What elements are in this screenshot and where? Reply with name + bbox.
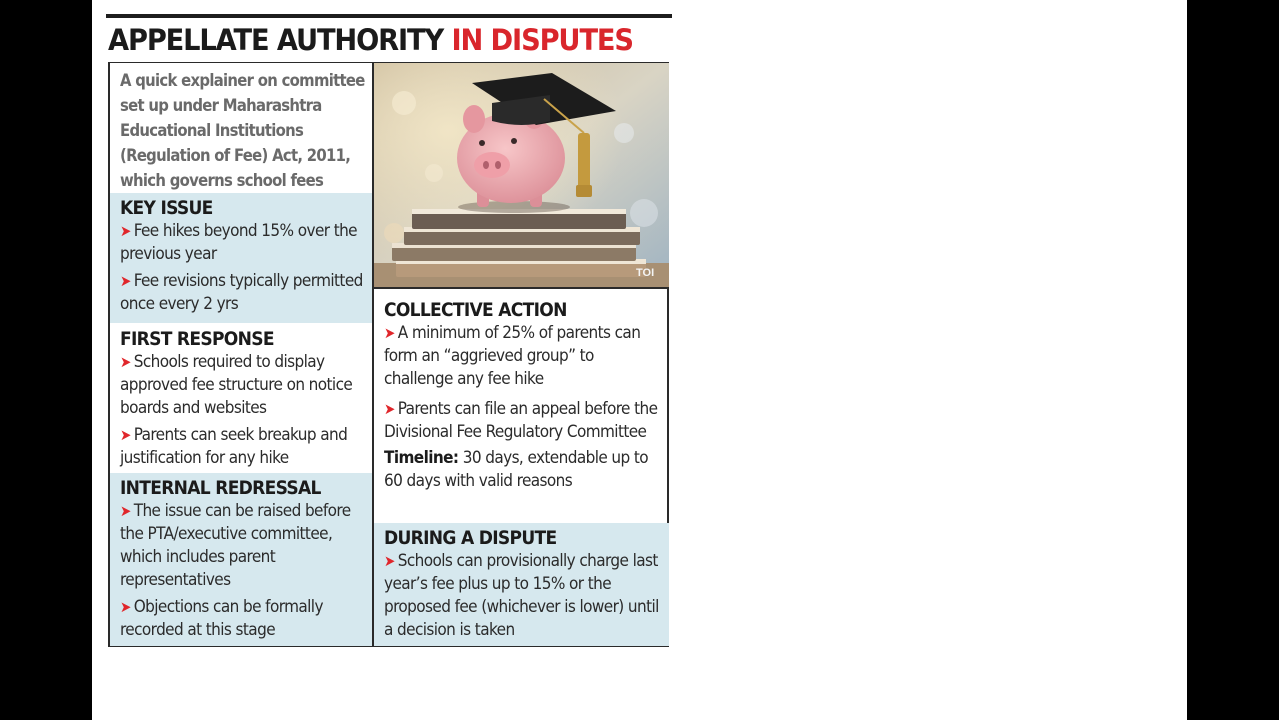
collective-action-heading: COLLECTIVE ACTION [384,299,567,321]
timeline [384,447,665,493]
first-response-section [110,323,372,473]
arrow-bullet-icon: ➤ [120,426,131,444]
list-item: ➤ Fee revisions typically permitted once every 2 yrs [120,271,363,314]
list-item: ➤ A minimum of 25% of parents can form an “aggrieved group” to challenge any fee hike [384,323,641,389]
list-item: ➤ Parents can file an appeal before the Divisional Fee Regulatory Committee [384,399,658,442]
list-item: ➤ Schools can provisionally charge last year’s fee plus up to 15% or the proposed fee (whichever is lower) until a decision is taken [384,551,659,640]
content-frame [108,62,669,647]
list-item: ➤ Fee hikes beyond 15% over the previous year [120,221,358,264]
internal-redressal-section [110,473,372,646]
list-item: ➤ Objections can be formally recorded at this stage [120,597,323,640]
infographic [106,0,672,656]
arrow-bullet-icon: ➤ [384,324,395,342]
list-item: ➤ Schools required to display approved fee structure on notice boards and websites [120,352,353,418]
key-issue-heading: KEY ISSUE [120,197,213,219]
arrow-bullet-icon: ➤ [120,222,131,240]
during-dispute-heading: DURING A DISPUTE [384,527,557,549]
arrow-bullet-icon: ➤ [120,272,131,290]
headline-main: APPELLATE AUTHORITY [108,23,444,57]
during-dispute-section [374,523,669,646]
headline [108,20,633,60]
page [92,0,1187,720]
list-item: ➤ Parents can seek breakup and justification for any hike [120,425,348,468]
arrow-bullet-icon: ➤ [384,400,395,418]
timeline-text: 30 days, extendable up to 60 days with valid reasons [384,448,649,491]
piggy-bank-graduation-cap-on-books-image [374,63,669,289]
arrow-bullet-icon: ➤ [384,552,395,570]
headline-accent: IN DISPUTES [451,23,633,57]
collective-action-section [374,289,669,523]
arrow-bullet-icon: ➤ [120,502,131,520]
top-rule [106,14,672,18]
first-response-heading: FIRST RESPONSE [120,328,274,350]
timeline-label: Timeline: [384,448,459,468]
intro-text: A quick explainer on committee set up under Maharashtra Educational Institutions (Regulation of Fee) Act, 2011, which governs school fees [120,71,365,190]
photo-credit: TOI [636,267,655,279]
arrow-bullet-icon: ➤ [120,598,131,616]
piggy-bank-illustration [374,63,669,289]
key-issue-section [110,193,372,323]
internal-redressal-heading: INTERNAL REDRESSAL [120,477,321,499]
list-item: ➤ The issue can be raised before the PTA/executive committee, which includes parent representatives [120,501,351,590]
arrow-bullet-icon: ➤ [120,353,131,371]
